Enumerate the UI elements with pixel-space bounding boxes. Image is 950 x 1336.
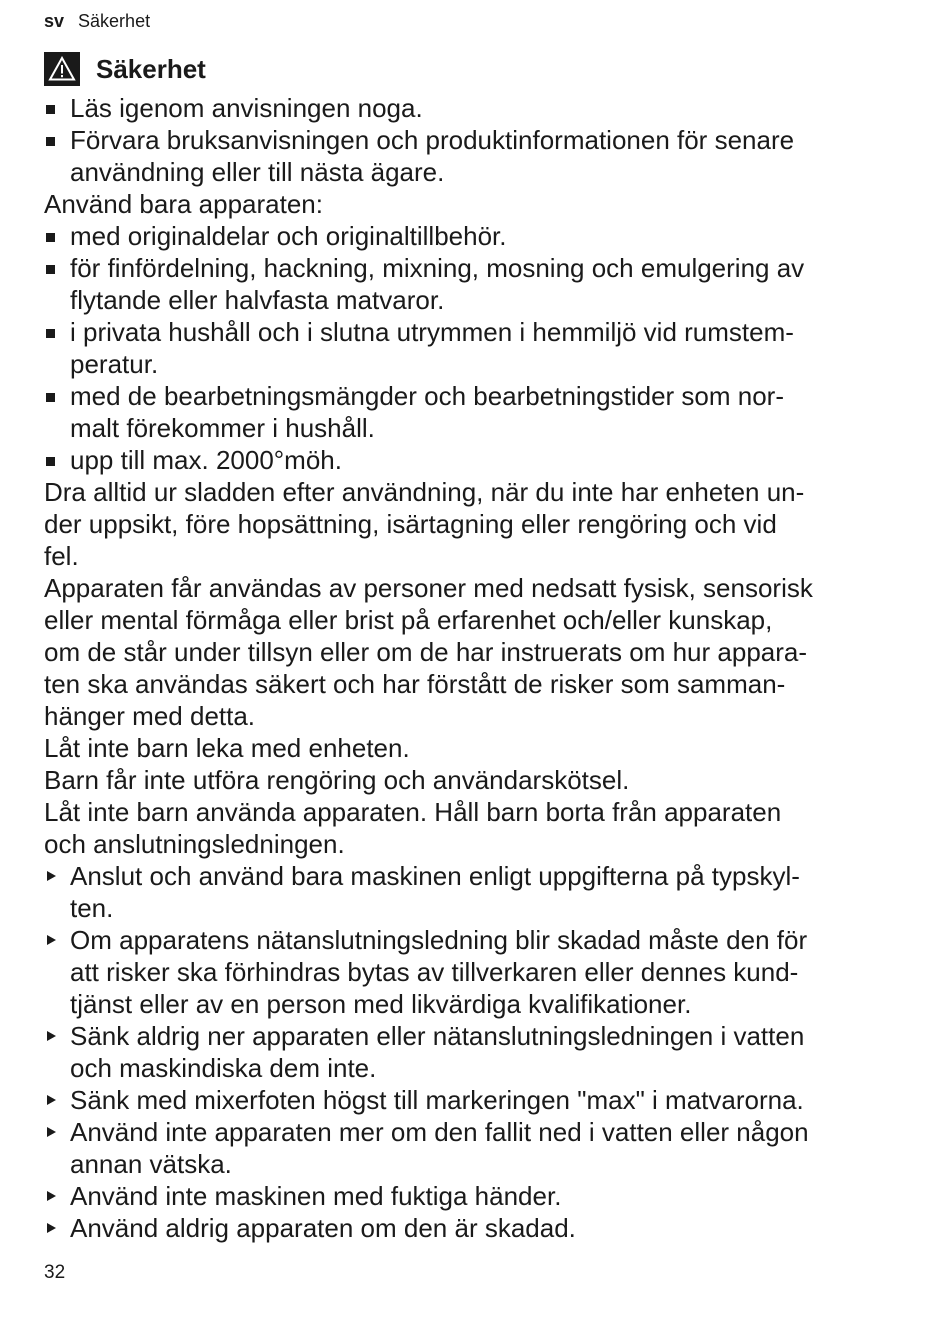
section-heading (44, 52, 206, 86)
page-number: 32 (44, 1262, 66, 1283)
bullet-keep-instructions: Förvara bruksanvisningen och produktinformationen för senare användning eller till nästa ägare. (44, 124, 894, 188)
instruction-dropped-in-water: Använd inte apparaten mer om den fallit ned i vatten eller någon annan vätska. (44, 1116, 894, 1180)
running-header-section: Säkerhet (78, 11, 151, 31)
language-code: sv (44, 11, 65, 31)
bullet-processing-amounts: med de bearbetningsmängder och bearbetningstider som nor- malt förekommer i hushåll. (44, 380, 894, 444)
bullet-intended-use: för finfördelning, hackning, mixning, mosning och emulgering av flytande eller halvfasta matvaror. (44, 252, 894, 316)
paragraph-children-play: Låt inte barn leka med enheten. (44, 733, 410, 763)
warning-triangle-icon (44, 52, 80, 86)
paragraph-reduced-capabilities: Apparaten får användas av personer med nedsatt fysisk, sensorisk eller mental förmåga eller brist på erfarenhet och/eller kunskap, om de står under tillsyn eller om de har instruerats om hur appara- ten ska användas säkert och har förstått de risker som samman- hänger med detta. (44, 573, 813, 731)
instruction-wet-hands: Använd inte maskinen med fuktiga händer. (44, 1180, 894, 1212)
instruction-no-immersion: Sänk aldrig ner apparaten eller nätanslutningsledningen i vatten och maskindiska dem inte. (44, 1020, 894, 1084)
instruction-damaged-appliance: Använd aldrig apparaten om den är skadad. (44, 1212, 894, 1244)
paragraph-children-cleaning: Barn får inte utföra rengöring och användarskötsel. (44, 765, 630, 795)
paragraph-children-keep-away: Låt inte barn använda apparaten. Håll barn borta från apparaten och anslutningsledningen. (44, 797, 782, 859)
running-header (44, 10, 150, 32)
instruction-damaged-cord: Om apparatens nätanslutningsledning blir skadad måste den för att risker ska förhindras bytas av tillverkaren eller dennes kund- tjänst eller av en person med likvärdiga kvalifikationer. (44, 924, 894, 1020)
section-title: Säkerhet (96, 54, 206, 84)
use-only-intro: Använd bara apparaten: (44, 189, 323, 219)
instruction-max-marking: Sänk med mixerfoten högst till markeringen "max" i matvarorna. (44, 1084, 894, 1116)
bullet-read-instructions: Läs igenom anvisningen noga. (44, 92, 894, 124)
bullet-max-altitude: upp till max. 2000°möh. (44, 444, 894, 476)
paragraph-unplug: Dra alltid ur sladden efter användning, när du inte har enheten un- der uppsikt, före hopsättning, isärtagning eller rengöring och vid fel. (44, 477, 805, 571)
safety-content (44, 92, 894, 1244)
bullet-original-parts: med originaldelar och originaltillbehör. (44, 220, 894, 252)
instruction-rating-plate: Anslut och använd bara maskinen enligt uppgifterna på typskyl- ten. (44, 860, 894, 924)
bullet-private-households: i privata hushåll och i slutna utrymmen i hemmiljö vid rumstem- peratur. (44, 316, 894, 380)
